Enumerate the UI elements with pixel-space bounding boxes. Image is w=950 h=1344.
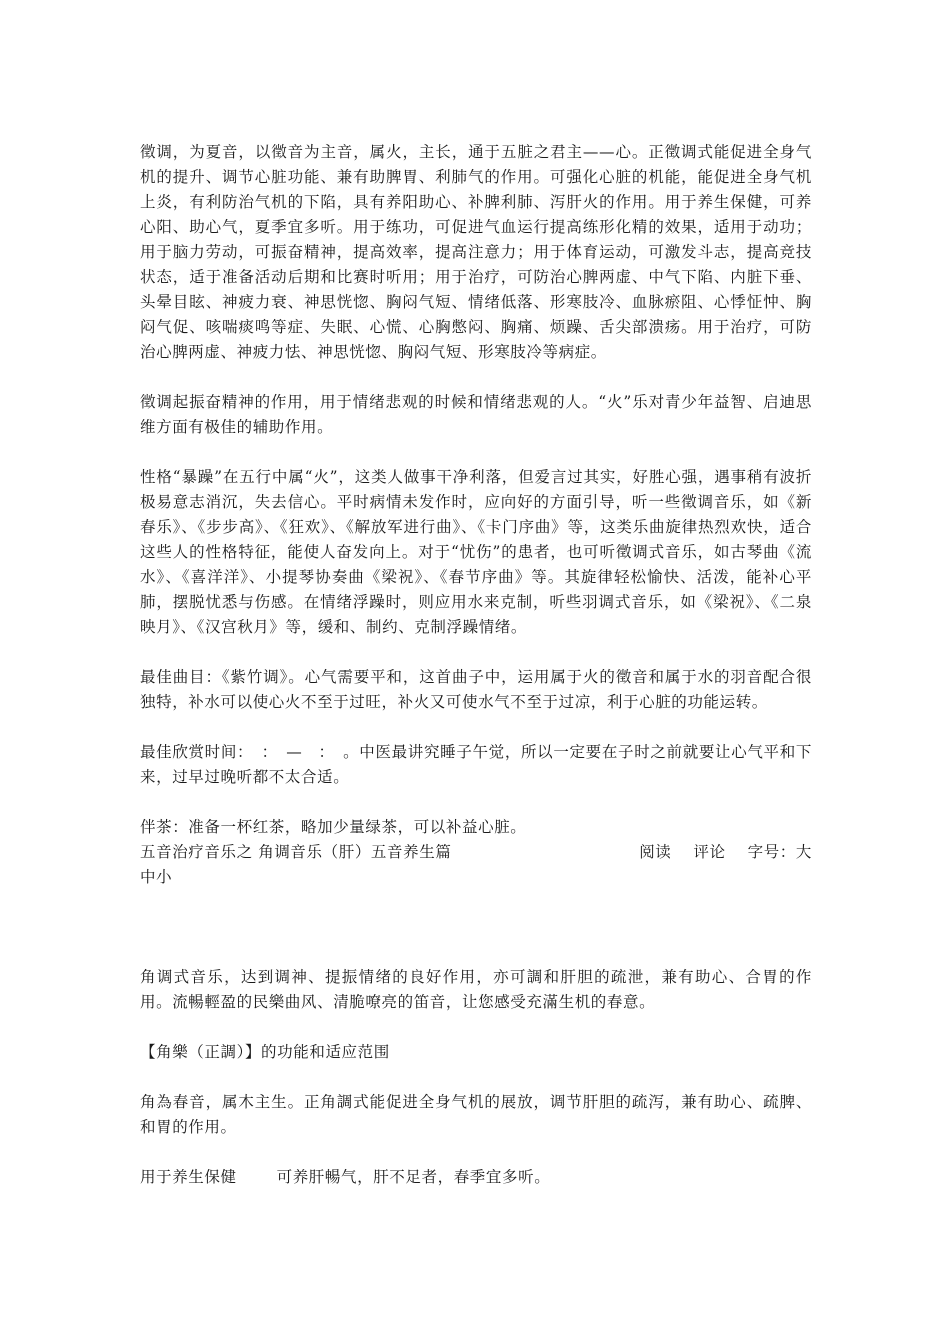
article-title[interactable]: 五音治疗音乐之 角调音乐（肝）五音养生篇	[140, 843, 452, 861]
spacer	[140, 890, 812, 965]
read-link[interactable]: 阅读	[639, 843, 672, 861]
paragraph-zhi-tone-spirit: 徵调起振奋精神的作用，用于情绪悲观的时候和情绪悲观的人。“火”乐对青少年益智、启迪思维方面有极佳的辅助作用。	[140, 393, 812, 436]
paragraph-health-care	[140, 1165, 812, 1190]
spacer	[140, 640, 812, 665]
paragraph-irritable-personality: 性格“暴躁”在五行中属“火”，这类人做事干净利落，但爱言过其实，好胜心强，遇事稍有波折极易意志消沉，失去信心。平时病情未发作时，应向好的方面引导，听一些徵调音乐，如《新春乐》、《步步高》、《狂欢》、《解放军进行曲》、《卡门序曲》等，这类乐曲旋律热烈欢快，适合这些人的性格特征，能使人奋发向上。对于“忧伤”的患者，也可听徵调式音乐，如古琴曲《流水》、《喜洋洋》、小提琴协奏曲《梁祝》、《春节序曲》等。其旋律轻松愉快、活泼，能补心平肺，摆脱忧悉与伤感。在情绪浮躁时，则应用水来克制，听些羽调式音乐，如《梁祝》、《二泉映月》、《汉宫秋月》等，缓和、制约、克制浮躁情绪。	[140, 468, 812, 636]
spacer	[140, 440, 812, 465]
spacer	[140, 1140, 812, 1165]
spacer	[140, 1065, 812, 1090]
paragraph-best-time: 最佳欣赏时间： ： — ： 。中医最讲究睡子午觉，所以一定要在子时之前就要让心气平和下来，过早过晚听都不太合适。	[140, 743, 812, 786]
spacer	[140, 1015, 812, 1040]
article-title-line	[140, 840, 812, 865]
health-care-label: 用于养生保健	[140, 1168, 237, 1186]
spacer	[140, 365, 812, 390]
spacer	[140, 715, 812, 740]
health-care-text: 可养肝暢气，肝不足者，春季宜多听。	[276, 1168, 551, 1186]
comment-link[interactable]: 评论	[693, 843, 726, 861]
document-body	[140, 140, 812, 1190]
paragraph-jue-tone-intro: 角调式音乐，达到调神、提振情绪的良好作用，亦可調和肝胆的疏泄，兼有助心、合胃的作用。流暢輕盈的民樂曲风、清脆嘹亮的笛音，让您感受充滿生机的春意。	[140, 968, 812, 1011]
section-heading-jue-music: 【角樂（正調）】的功能和适应范围	[140, 1043, 390, 1061]
font-size-options[interactable]: 中小	[140, 868, 173, 886]
article-meta	[639, 840, 812, 865]
spacer	[140, 790, 812, 815]
font-size-label[interactable]: 字号：大	[747, 843, 812, 861]
paragraph-best-piece: 最佳曲目：《紫竹调》。心气需要平和，这首曲子中，运用属于火的徵音和属于水的羽音配合很独特，补水可以使心火不至于过旺，补火又可使水气不至于过凉，利于心脏的功能运转。	[140, 668, 812, 711]
paragraph-jue-tone-function: 角為春音，属木主生。正角調式能促进全身气机的展放，调节肝胆的疏泻，兼有助心、疏脾、和胃的作用。	[140, 1093, 812, 1136]
paragraph-tea: 伴茶：准备一杯红茶，略加少量绿茶，可以补益心脏。	[140, 818, 527, 836]
paragraph-zhi-tone-intro: 徵调，为夏音，以徵音为主音，属火，主长，通于五脏之君主——心。正徵调式能促进全身气机的提升、调节心脏功能、兼有助脾胃、利肺气的作用。可强化心脏的机能，能促进全身气机上炎，有利防治气机的下陷，具有养阳助心、补脾利肺、泻肝火的作用。用于养生保健，可养心阳、助心气，夏季宜多听。用于练功，可促进气血运行提高练形化精的效果，适用于动功；用于脑力劳动，可振奋精神，提高效率，提高注意力；用于体育运动，可激发斗志，提高竞技状态，适于准备活动后期和比赛时听用；用于治疗，可防治心脾两虚、中气下陷、内脏下垂、头晕目眩、神疲力衰、神思恍惚、胸闷气短、情绪低落、形寒肢冷、血脉瘀阻、心悸怔忡、胸闷气促、咳喘痰鸣等症、失眠、心慌、心胸憋闷、胸痛、烦躁、舌尖部溃疡。用于治疗，可防治心脾两虚、神疲力怯、神思恍惚、胸闷气短、形寒肢冷等病症。	[140, 143, 812, 361]
